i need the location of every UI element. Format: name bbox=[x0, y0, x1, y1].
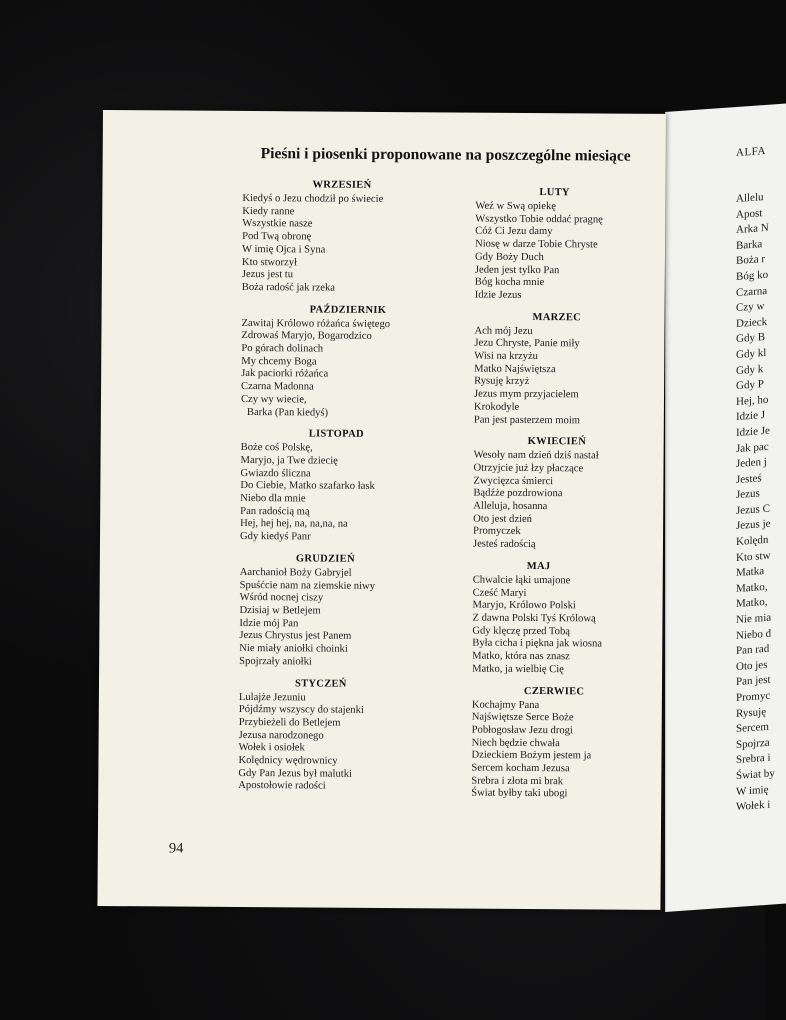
song-title: Otrzyjcie już łzy płaczące bbox=[473, 462, 584, 475]
next-page-item: Idzie J bbox=[736, 409, 766, 424]
page-number: 94 bbox=[168, 840, 184, 857]
month-section bbox=[239, 553, 388, 670]
month-section bbox=[472, 560, 603, 677]
next-page-item: Jeden j bbox=[736, 455, 767, 471]
song-title: Pan radością mą bbox=[240, 505, 310, 518]
month-heading: LUTY bbox=[539, 187, 570, 199]
song-title: Apostołowie radości bbox=[238, 780, 326, 792]
song-title: Cześć Maryi bbox=[472, 587, 527, 599]
next-page-item: Jesteś bbox=[736, 471, 762, 486]
song-title: Wisi na krzyżu bbox=[474, 350, 539, 363]
next-page-item: Idzie Je bbox=[736, 424, 770, 439]
months-column-left bbox=[238, 179, 391, 803]
month-heading: GRUDZIEŃ bbox=[295, 553, 355, 565]
next-page-item: Świat by bbox=[736, 767, 775, 783]
song-title: Idzie mój Pan bbox=[239, 617, 299, 630]
song-title: Czy wy wiecie, bbox=[240, 393, 307, 406]
song-title: Spuśćcie nam na ziemskie niwy bbox=[239, 579, 376, 592]
song-title: Była cicha i piękna jak wiosna bbox=[472, 637, 603, 650]
next-page-item: Jezus je bbox=[736, 518, 771, 533]
song-title: Gdy Boży Duch bbox=[474, 251, 544, 263]
song-title: Aarchanioł Boży Gabryjel bbox=[239, 566, 352, 579]
song-title: Wszystko Tobie oddać pragnę bbox=[475, 213, 603, 226]
song-title: Jezus mym przyjacielem bbox=[473, 388, 579, 401]
next-page-item: Gdy k bbox=[736, 362, 764, 377]
next-page-item: W imię bbox=[736, 783, 769, 798]
next-page-item: Gdy P bbox=[736, 378, 764, 393]
song-title: Jak paciorki różańca bbox=[241, 368, 329, 381]
months-column-right bbox=[471, 187, 605, 811]
month-heading: WRZESIEŃ bbox=[312, 179, 372, 191]
next-page-item: Kto stw bbox=[736, 549, 771, 564]
next-page-item: Jak pac bbox=[736, 440, 769, 455]
song-title: Po górach dolinach bbox=[241, 343, 324, 355]
month-heading: CZERWIEC bbox=[523, 685, 585, 697]
month-section bbox=[241, 304, 390, 421]
next-page-item: Bóg ko bbox=[736, 268, 769, 284]
song-title: Weź w Swą opiekę bbox=[475, 200, 557, 213]
song-title: Krokodyle bbox=[473, 401, 520, 413]
month-section bbox=[242, 179, 391, 296]
next-page-item: Czy w bbox=[736, 300, 765, 315]
song-title: Bóg kocha mnie bbox=[474, 276, 545, 289]
next-page-title: ALFA bbox=[736, 144, 766, 160]
song-title: Nie miały aniołki choinki bbox=[239, 643, 348, 655]
month-section bbox=[474, 311, 605, 428]
next-page-item: Jezus bbox=[736, 487, 760, 502]
song-title: Chwalcie łąki umajone bbox=[472, 574, 571, 587]
song-title: Alleluja, hosanna bbox=[473, 500, 548, 513]
song-title: Jezusa narodzonego bbox=[238, 729, 324, 742]
song-title: Kiedyś o Jezu chodził po świecie bbox=[242, 192, 384, 205]
month-section bbox=[473, 436, 604, 553]
song-title: Do Ciebie, Matko szafarko łask bbox=[240, 480, 375, 493]
song-title: Jezus Chrystus jest Panem bbox=[239, 630, 352, 643]
song-title: W imię Ojca i Syna bbox=[241, 243, 326, 256]
next-page-item: Spojrza bbox=[736, 736, 770, 751]
song-title: Zdrowaś Maryjo, Bogarodzico bbox=[241, 330, 372, 343]
month-heading: MAJ bbox=[526, 560, 551, 573]
song-title: My chcemy Boga bbox=[241, 355, 317, 368]
song-title: Jeden jest tylko Pan bbox=[474, 264, 560, 276]
next-page-item: Sercem bbox=[736, 720, 769, 736]
month-heading: LISTOPAD bbox=[308, 428, 364, 441]
next-page-item: Hej, ho bbox=[736, 393, 769, 408]
song-title: Lulajże Jezuniu bbox=[238, 691, 306, 703]
month-section bbox=[238, 677, 387, 794]
month-heading: STYCZEŃ bbox=[294, 677, 347, 690]
song-title: Barka (Pan kiedyś) bbox=[246, 406, 329, 419]
song-title: Jezus jest tu bbox=[241, 269, 294, 281]
next-page-item: Czarna bbox=[736, 284, 768, 299]
song-title: Oto jest dzień bbox=[473, 513, 533, 525]
song-title: Maryjo, ja Twe dziecię bbox=[240, 454, 338, 467]
next-page-item: Wołek i bbox=[736, 798, 771, 814]
song-title: Jezu Chryste, Panie miły bbox=[474, 337, 580, 350]
song-title: Niebo dla mnie bbox=[240, 493, 306, 505]
song-title: Zwycięzca śmierci bbox=[473, 475, 554, 487]
song-title: Sercem kocham Jezusa bbox=[471, 762, 570, 775]
song-title: Pobłogosław Jezu drogi bbox=[471, 724, 573, 737]
song-title: Niosę w darze Tobie Chryste bbox=[475, 238, 598, 251]
song-title: Kiedy ranne bbox=[242, 205, 295, 218]
song-title: Gdy Pan Jezus był malutki bbox=[238, 767, 352, 780]
song-title: Spojrzały aniołki bbox=[239, 655, 312, 668]
next-page-item: Rysuję bbox=[736, 705, 767, 720]
song-title: Pan jest pasterzem moim bbox=[473, 414, 581, 426]
next-page-list bbox=[736, 189, 775, 815]
next-page-item: Barka bbox=[736, 237, 763, 252]
next-page-item: Gdy kl bbox=[736, 346, 767, 361]
song-title: Wszystkie nasze bbox=[242, 218, 313, 230]
song-title: Promyczek bbox=[473, 526, 521, 538]
song-title: Matko Najświętsza bbox=[474, 363, 556, 375]
song-title: Czarna Madonna bbox=[241, 381, 314, 393]
song-title: Najświętsze Serce Boże bbox=[471, 711, 574, 724]
song-title: Boże coś Polskę, bbox=[240, 442, 313, 454]
month-section bbox=[471, 685, 602, 802]
song-title: Pójdźmy wszyscy do stajenki bbox=[238, 704, 364, 717]
next-page-item: Apost bbox=[736, 206, 763, 221]
song-title: Zawitaj Królowo różańca świętego bbox=[241, 317, 391, 330]
song-title: Gdy kiedyś Panr bbox=[239, 531, 311, 543]
song-title: Niech będzie chwała bbox=[471, 737, 560, 749]
month-section bbox=[240, 428, 389, 545]
month-heading: KWIECIEŃ bbox=[527, 436, 587, 448]
next-page-item: Pan rad bbox=[736, 642, 770, 658]
song-title: Wołek i osiołek bbox=[238, 742, 305, 754]
next-page-item: Promyc bbox=[736, 689, 771, 705]
song-title: Hej, hej hej, na, na,na, na bbox=[240, 518, 348, 531]
next-page-item: Boża r bbox=[736, 253, 766, 268]
song-title: Z dawna Polski Tyś Królową bbox=[472, 612, 596, 625]
song-title: Matko, która nas znasz bbox=[472, 650, 570, 663]
next-page-item: Dzieck bbox=[736, 315, 768, 330]
book-page bbox=[97, 110, 666, 910]
song-title: Jesteś radością bbox=[472, 538, 536, 551]
next-page-item: Gdy B bbox=[736, 331, 766, 346]
next-page-item: Matka bbox=[736, 565, 765, 580]
next-page-item: Srebra i bbox=[736, 751, 771, 767]
song-title: Bądźże pozdrowiona bbox=[473, 487, 563, 500]
song-title: Boża radość jak rzeka bbox=[241, 281, 336, 294]
next-page-edge bbox=[665, 104, 786, 912]
next-page-item: Matko, bbox=[736, 580, 768, 595]
song-title: Maryjo, Królowo Polski bbox=[472, 599, 576, 612]
song-title: Pod Twą obronę bbox=[242, 231, 312, 243]
song-title: Kochajmy Pana bbox=[471, 699, 540, 711]
next-page-item: Oto jes bbox=[736, 658, 768, 673]
month-section bbox=[475, 187, 606, 304]
next-page-item: Niebo d bbox=[736, 627, 772, 642]
next-page-item: Jezus C bbox=[736, 502, 770, 517]
song-title: Gdy klęczę przed Tobą bbox=[472, 625, 571, 637]
song-title: Gwiazdo śliczna bbox=[240, 467, 311, 480]
song-title: Dzieckiem Bożym jestem ja bbox=[471, 749, 592, 762]
song-title: Świat byłby taki ubogi bbox=[471, 788, 568, 800]
song-title: Przybieżeli do Betlejem bbox=[238, 716, 341, 729]
next-page-item: Pan jest bbox=[736, 674, 771, 689]
page-title: Pieśni i piosenki proponowane na poszczególne miesiące bbox=[260, 145, 631, 165]
song-title: Idzie Jezus bbox=[474, 289, 522, 301]
song-title: Matko, ja wielbię Cię bbox=[472, 663, 564, 676]
next-page-item: Arka N bbox=[736, 221, 769, 237]
month-heading: MARZEC bbox=[532, 311, 582, 323]
next-page-item: Kolędn bbox=[736, 533, 769, 549]
month-heading: PAŹDZIERNIK bbox=[309, 304, 387, 316]
song-title: Kolędnicy wędrownicy bbox=[238, 754, 338, 767]
song-title: Wśród nocnej ciszy bbox=[239, 592, 324, 604]
song-title: Wesoły nam dzień dziś nastał bbox=[473, 449, 599, 462]
song-title: Kto stworzył bbox=[241, 256, 298, 268]
song-title: Cóż Ci Jezu damy bbox=[475, 226, 553, 238]
song-title: Srebra i złota mi brak bbox=[471, 775, 564, 787]
next-page-item: Allelu bbox=[736, 191, 764, 206]
next-page-item: Nie mia bbox=[736, 611, 772, 627]
song-title: Dzisiaj w Betlejem bbox=[239, 604, 321, 617]
song-title: Rysuję krzyż bbox=[474, 376, 530, 388]
song-title: Ach mój Jezu bbox=[474, 325, 533, 337]
next-page-item: Matko, bbox=[736, 596, 768, 611]
